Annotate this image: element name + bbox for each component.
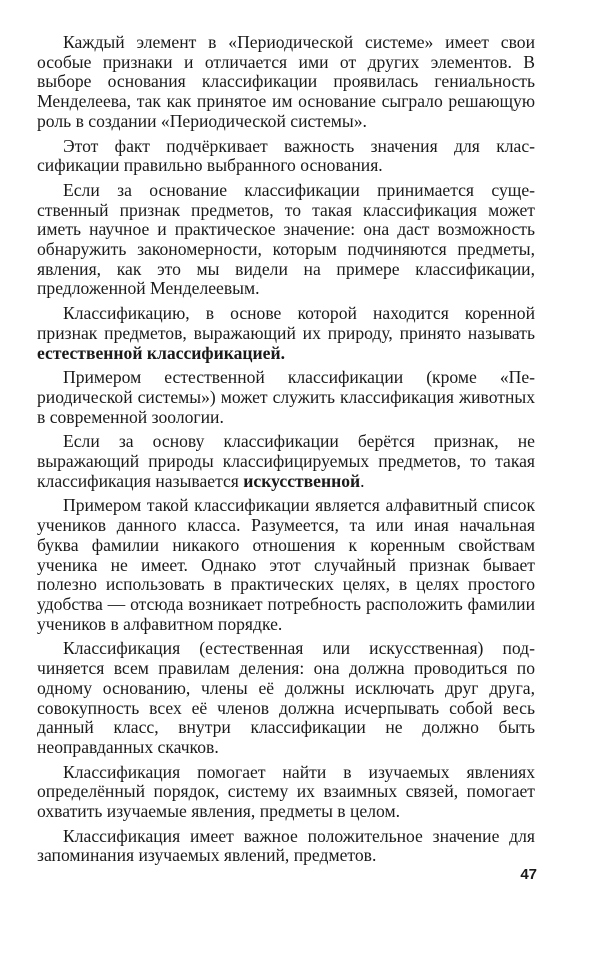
- paragraph: [37, 763, 535, 822]
- text-run: Каждый элемент в «Периодической системе» имеет свои особые признаки и отличается ими от других элементов. В выборе основания классификации проявилась гениальность Менделеева, так как принятое им основание сыграло решающую роль в создании «Периодической системы».: [37, 32, 535, 131]
- defined-term: искусственной: [243, 470, 361, 491]
- paragraph: [37, 304, 535, 363]
- paragraph: [37, 181, 535, 299]
- paragraph: [37, 432, 535, 491]
- text-run: Классификацию, в основе которой находится коренной признак предметов, выражающий их природу, принято называть: [37, 303, 535, 343]
- text-run: Примером такой классификации является алфавитный список учеников данного класса. Разумеется, та или иная начальная буква фамилии никакого отношения к коренным свойствам ученика не имеет. Однако этот случайный признак бывает полезно использовать в практических целях, в целях простого удобства — отсюда возникает потребность расположить фамилии учеников в алфавитном порядке.: [37, 495, 535, 634]
- text-run: Если за основу классификации берётся признак, не выражающий природы классифицируемых предметов, то такая классификация называется: [37, 431, 535, 491]
- defined-term: естественной классификацией.: [37, 342, 286, 363]
- text-run: Если за основание классификации принимается существенный признак предметов, то такая классификация может иметь научное и практическое значение: она даст возможность обнаружить закономерности, которым подчиняются предметы, явления, как это мы видели на примере классификации, предложенной Менделеевым.: [37, 179, 535, 299]
- text-run: Этот факт подчёркивает важность значения для классификации правильно выбранного основания.: [37, 135, 535, 176]
- text-run: .: [360, 470, 365, 491]
- text-run: Классификация помогает найти в изучаемых явлениях определённый порядок, систему их взаимных связей, помогает охватить изучаемые явления, предметы в целом.: [37, 761, 535, 822]
- text-run: Примером естественной классификации (кроме «Периодической системы») может служить классификация животных в современной зоологии.: [37, 367, 535, 427]
- paragraph: [37, 368, 535, 427]
- text-run: Классификация (естественная или искусственная) подчиняется всем правилам деления: она должна проводиться по одному основанию, члены её должны исключать друг друга, совокупность всех её членов должна исчерпывать собой весь данный класс, внутри классификации не должно быть неоправданных скачков.: [37, 638, 535, 757]
- paragraph: [37, 33, 535, 132]
- page-text: [37, 33, 535, 871]
- paragraph: [37, 496, 535, 634]
- text-run: Классификация имеет важное положительное значение для запоминания изучаемых явлений, предметов.: [37, 825, 535, 866]
- paragraph: [37, 827, 535, 866]
- page-number: 47: [520, 866, 537, 883]
- paragraph: [37, 137, 535, 176]
- paragraph: [37, 639, 535, 757]
